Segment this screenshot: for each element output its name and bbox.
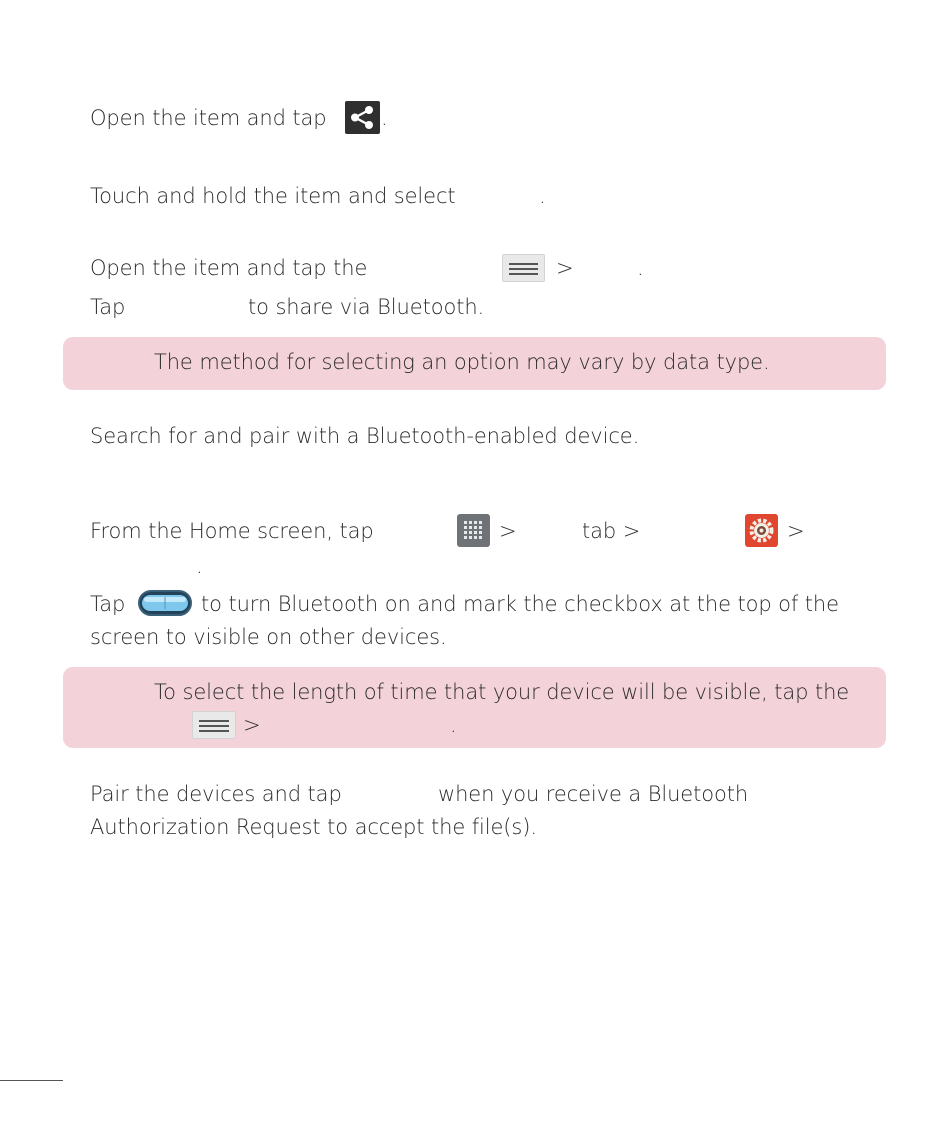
menu-step-period: . <box>637 256 644 280</box>
page-footer-rule <box>0 1080 63 1081</box>
menu-icon <box>502 254 545 282</box>
tap-switch-step-text: to turn Bluetooth on and mark the checkbox at the top of the <box>201 592 839 616</box>
home-step-period: . <box>196 554 203 578</box>
note-visibility-timeout-text: To select the length of time that your device will be visible, tap the <box>154 680 850 704</box>
menu-icon <box>192 711 236 739</box>
touch-hold-step-text: Touch and hold the item and select <box>90 184 456 208</box>
note-visibility-timeout-period: . <box>450 713 457 737</box>
bluetooth-switch-icon <box>138 590 192 616</box>
note-visibility-timeout <box>63 667 886 748</box>
home-step-text: From the Home screen, tap <box>90 519 374 543</box>
pair-step-text-line2: Authorization Request to accept the file(s). <box>90 815 537 839</box>
note-selection-method <box>63 337 886 390</box>
search-pair-step-text: Search for and pair with a Bluetooth-enabled device. <box>90 424 640 448</box>
apps-icon <box>457 514 490 547</box>
home-step-tab: tab > <box>582 519 641 543</box>
settings-icon <box>745 514 778 547</box>
share-step-period: . <box>381 106 388 130</box>
pair-step-text: when you receive a Bluetooth <box>438 782 749 806</box>
tap-switch-step-text-line2: screen to visible on other devices. <box>90 625 447 649</box>
share-step-text: Open the item and tap <box>90 106 327 130</box>
home-step-arrow-1: > <box>499 519 517 543</box>
pair-step-prefix: Pair the devices and tap <box>90 782 342 806</box>
share-icon <box>345 101 380 134</box>
note-selection-method-text: The method for selecting an option may vary by data type. <box>154 350 770 374</box>
touch-hold-step-period: . <box>539 184 546 208</box>
tap-switch-step-prefix: Tap <box>90 592 126 616</box>
note-visibility-timeout-arrow: > <box>243 713 261 737</box>
tap-share-step-prefix: Tap <box>90 295 126 319</box>
menu-step-arrow: > <box>556 256 574 280</box>
menu-step-text: Open the item and tap the <box>90 256 368 280</box>
tap-share-step-text: to share via Bluetooth. <box>248 295 485 319</box>
home-step-arrow-2: > <box>787 519 805 543</box>
